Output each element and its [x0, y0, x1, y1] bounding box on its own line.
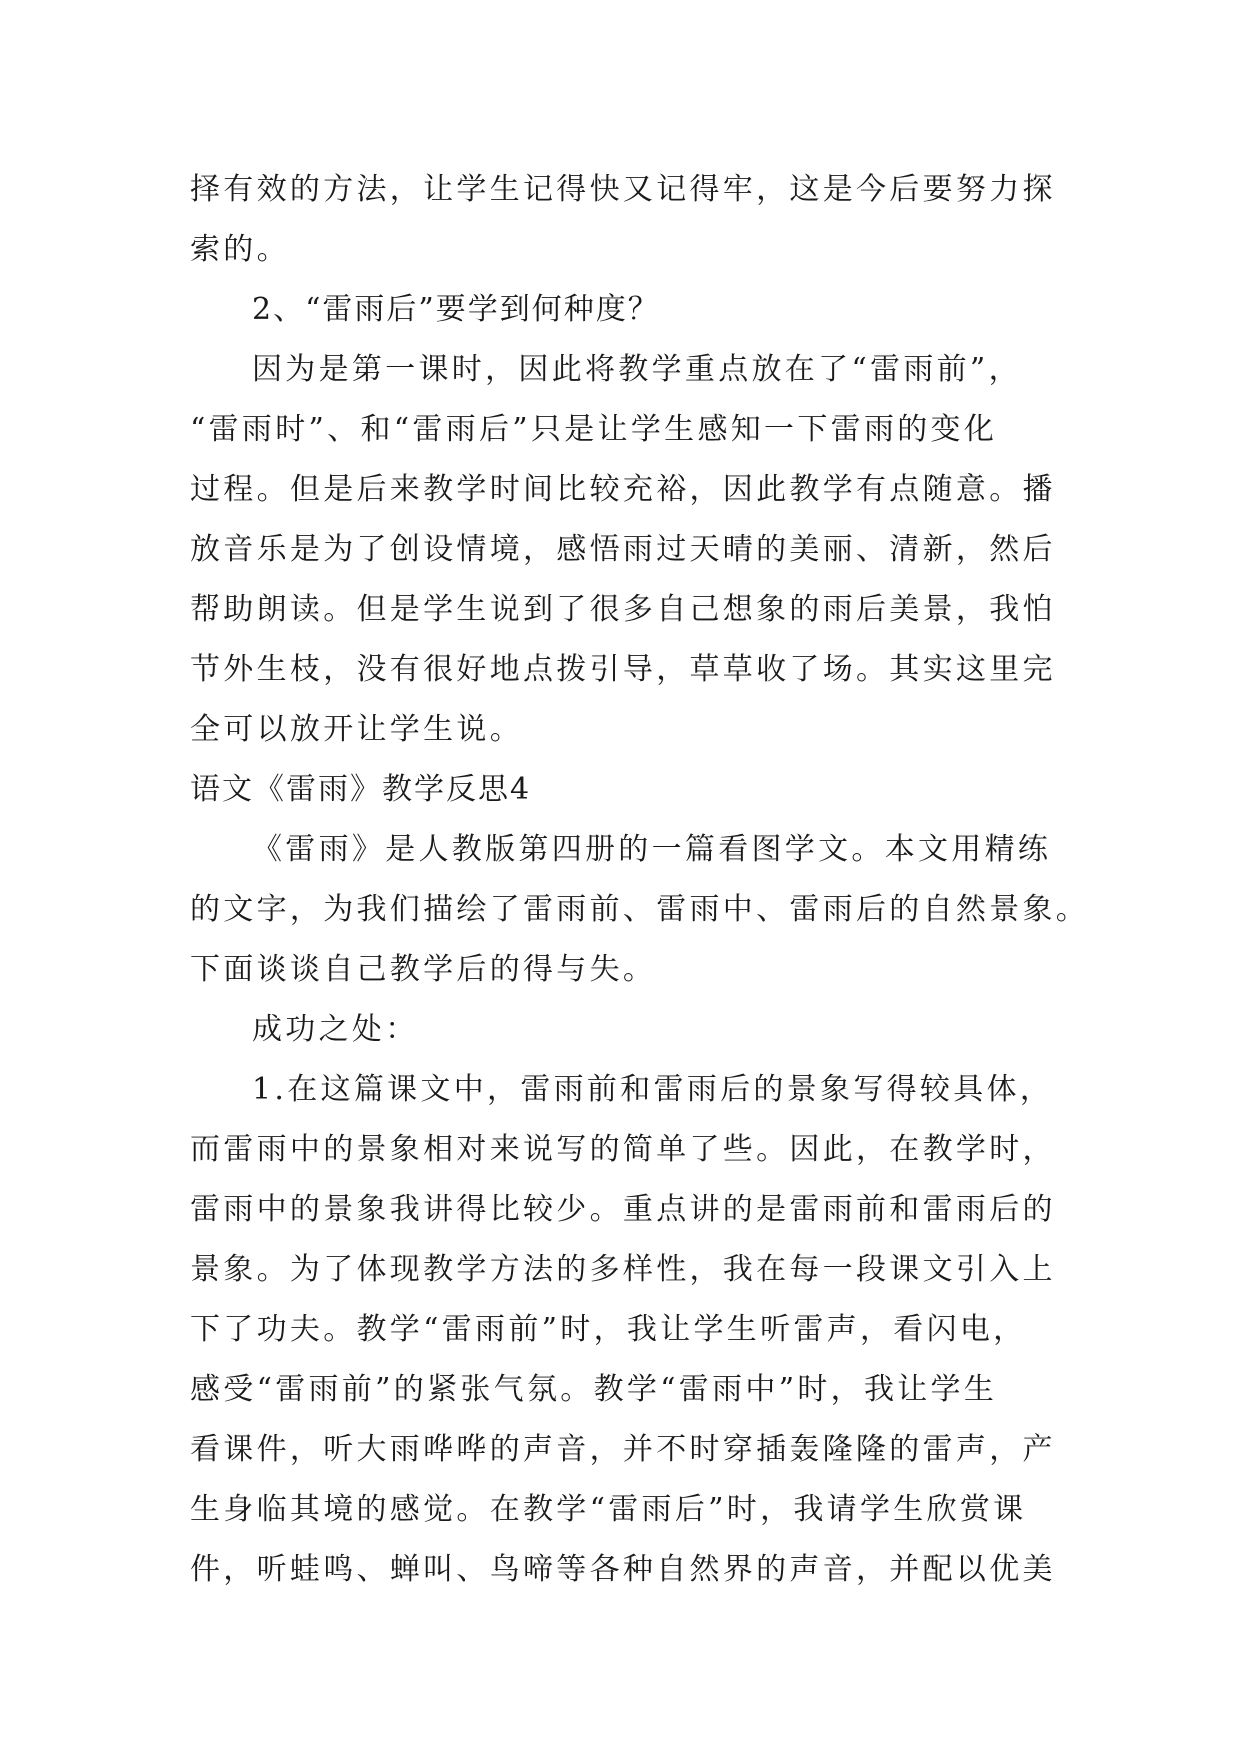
- text-line: 雷雨中的景象我讲得比较少。重点讲的是雷雨前和雷雨后的: [190, 1192, 1056, 1227]
- paragraph-first-lesson: [190, 340, 1060, 760]
- text-line: 放音乐是为了创设情境，感悟雨过天晴的美丽、清新，然后: [190, 532, 1056, 567]
- text-line: 帮助朗读。但是学生说到了很多自己想象的雨后美景，我怕: [190, 592, 1056, 627]
- section-title: [190, 760, 1060, 820]
- paragraph-intro: [190, 820, 1090, 1000]
- paragraph-continuation: [190, 160, 1060, 280]
- text-line: 《雷雨》是人教版第四册的一篇看图学文。本文用精练: [252, 832, 1052, 867]
- section-title-text: 语文《雷雨》教学反思4: [190, 772, 532, 807]
- text-line: 的文字，为我们描绘了雷雨前、雷雨中、雷雨后的自然景象。: [190, 892, 1090, 927]
- subheading-question-2: [190, 280, 1060, 340]
- paragraph-point-1: [190, 1060, 1060, 1600]
- subheading-text: 2、“雷雨后”要学到何种度？: [252, 292, 660, 327]
- text-line: 景象。为了体现教学方法的多样性，我在每一段课文引入上: [190, 1252, 1056, 1287]
- document-body: [190, 160, 1090, 1600]
- text-line: 件，听蛙鸣、蝉叫、鸟啼等各种自然界的声音，并配以优美: [190, 1552, 1056, 1587]
- subheading-successes: [190, 1000, 1060, 1060]
- subheading-text: 成功之处：: [252, 1012, 419, 1047]
- text-line: 生身临其境的感觉。在教学“雷雨后”时，我请学生欣赏课: [190, 1492, 1027, 1527]
- text-line: 而雷雨中的景象相对来说写的简单了些。因此，在教学时，: [190, 1132, 1056, 1167]
- text-line: “雷雨时”、和“雷雨后”只是让学生感知一下雷雨的变化: [190, 412, 998, 447]
- text-line: 看课件，听大雨哗哗的声音，并不时穿插轰隆隆的雷声，产: [190, 1432, 1056, 1467]
- text-line: 过程。但是后来教学时间比较充裕，因此教学有点随意。播: [190, 472, 1056, 507]
- text-line: 索的。: [190, 232, 290, 267]
- text-line: 全可以放开让学生说。: [190, 712, 523, 747]
- text-line: 感受“雷雨前”的紧张气氛。教学“雷雨中”时，我让学生: [190, 1372, 998, 1407]
- text-line: 因为是第一课时，因此将教学重点放在了“雷雨前”，: [252, 352, 1022, 387]
- text-line: 1.在这篇课文中，雷雨前和雷雨后的景象写得较具体，: [252, 1072, 1054, 1107]
- text-line: 择有效的方法，让学生记得快又记得牢，这是今后要努力探: [190, 172, 1056, 207]
- text-line: 下面谈谈自己教学后的得与失。: [190, 952, 657, 987]
- text-line: 节外生枝，没有很好地点拨引导，草草收了场。其实这里完: [190, 652, 1056, 687]
- text-line: 下了功夫。教学“雷雨前”时，我让学生听雷声，看闪电，: [190, 1312, 1027, 1347]
